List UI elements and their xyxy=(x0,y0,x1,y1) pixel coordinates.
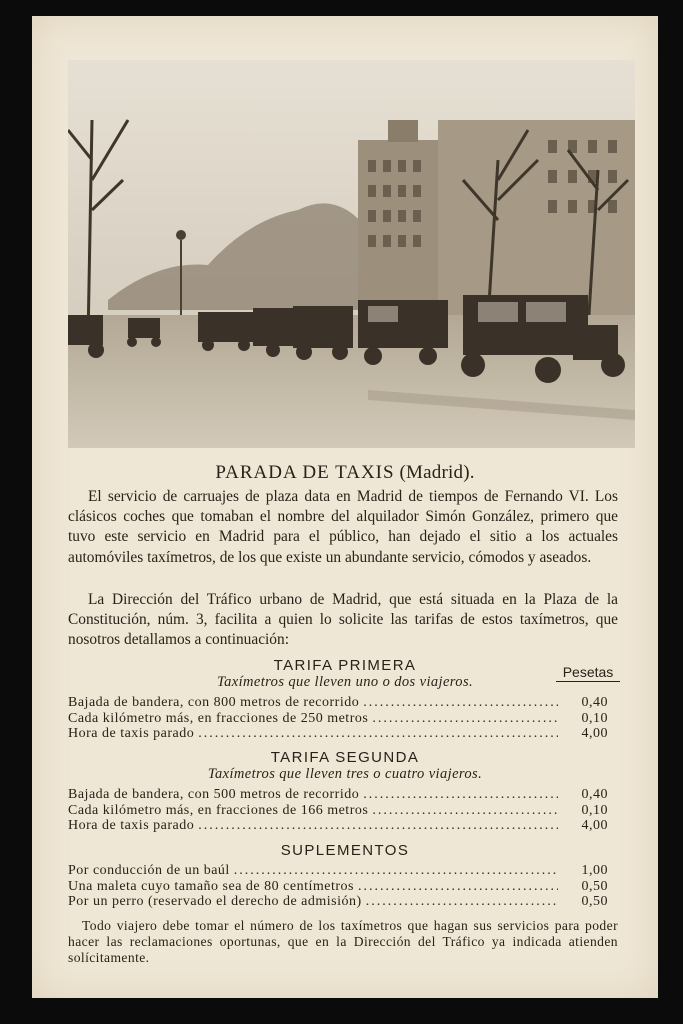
table-row xyxy=(68,803,608,819)
row-price: 4,00 xyxy=(581,818,608,833)
photo-illustration xyxy=(68,60,635,448)
table-row xyxy=(68,818,608,834)
intro-paragraph: El servicio de carruajes de plaza data en Madrid de tiempos de Fernando VI. Los clásicos coches que tomaban el nombre del alquilador Simón González, primero que tuvo este servicio en Madrid para el público, han dejado el sitio a los actuales automóviles taxímetros, de los que existe un abundante servicio, cómodos y aseados. xyxy=(68,488,618,566)
tarifa-segunda-table xyxy=(68,787,608,834)
row-label: Bajada de bandera, con 800 metros de recorrido xyxy=(68,695,360,710)
table-row xyxy=(68,894,608,910)
page-title xyxy=(32,462,658,484)
postcard xyxy=(32,16,658,998)
dot-leader xyxy=(372,803,558,819)
row-label: Cada kilómetro más, en fracciones de 250 metros xyxy=(68,710,369,726)
pesetas-column-header: Pesetas xyxy=(556,664,620,682)
dot-leader xyxy=(363,787,558,803)
table-row xyxy=(68,695,608,711)
direction-paragraph: La Dirección del Tráfico urbano de Madrid, que está situada en la Plaza de la Constitución, núm. 3, facilita a quien lo solicite las tarifas de estos taxímetros, que nosotros detallamos a continuación: xyxy=(68,591,618,649)
row-label: Una maleta cuyo tamaño sea de 80 centímetros xyxy=(68,878,354,894)
table-row xyxy=(68,726,608,742)
suplementos-table xyxy=(68,863,608,910)
row-price: 4,00 xyxy=(581,726,608,741)
title-main: PARADA DE TAXIS xyxy=(215,462,395,483)
row-price: 1,00 xyxy=(581,863,608,878)
street-photo-taxi-rank xyxy=(68,60,635,448)
table-row xyxy=(68,787,608,803)
dot-leader xyxy=(358,879,558,895)
row-label: Por un perro (reservado el derecho de admisión) xyxy=(68,894,362,909)
dot-leader xyxy=(198,726,558,742)
row-price: 0,10 xyxy=(581,710,608,726)
row-price: 0,40 xyxy=(581,695,608,710)
row-label: Bajada de bandera, con 500 metros de recorrido xyxy=(68,787,360,802)
dot-leader xyxy=(363,695,558,711)
row-price: 0,10 xyxy=(581,802,608,818)
footer-note: Todo viajero debe tomar el número de los taxímetros que hagan sus servicios para poder hacer las reclamaciones oportunas, que en la Dirección del Tráfico ya indicada atienden solícitamente. xyxy=(68,918,618,965)
table-row xyxy=(68,711,608,727)
tarifa-primera-heading: TARIFA PRIMERA xyxy=(273,657,417,674)
title-place: (Madrid). xyxy=(399,462,475,483)
row-price: 0,50 xyxy=(581,878,608,894)
row-label: Cada kilómetro más, en fracciones de 166 metros xyxy=(68,802,369,818)
dot-leader xyxy=(198,818,558,834)
table-row xyxy=(68,879,608,895)
row-label: Por conducción de un baúl xyxy=(68,863,230,878)
tarifa-segunda-heading: TARIFA SEGUNDA xyxy=(270,749,420,766)
tarifa-primera-subheading: Taxímetros que lleven uno o dos viajeros. xyxy=(216,674,474,690)
row-label: Hora de taxis parado xyxy=(68,818,195,833)
tarifa-primera-table xyxy=(68,695,608,742)
row-label: Hora de taxis parado xyxy=(68,726,195,741)
dot-leader xyxy=(234,863,558,879)
suplementos-heading: SUPLEMENTOS xyxy=(280,842,410,859)
row-price: 0,50 xyxy=(581,894,608,909)
dot-leader xyxy=(366,894,558,910)
table-row xyxy=(68,863,608,879)
dot-leader xyxy=(372,711,558,727)
row-price: 0,40 xyxy=(581,787,608,802)
tarifa-segunda-subheading: Taxímetros que lleven tres o cuatro viajeros. xyxy=(207,766,483,782)
